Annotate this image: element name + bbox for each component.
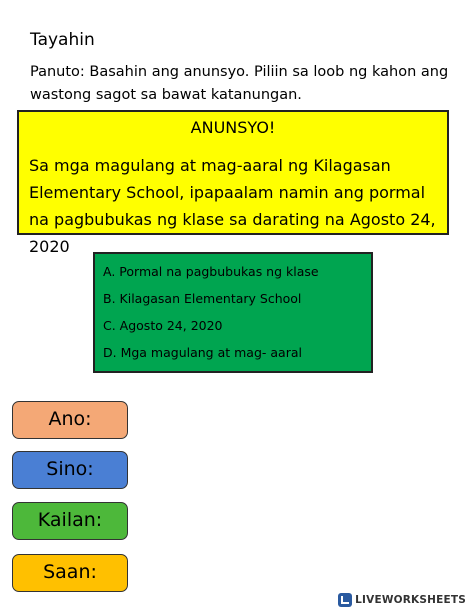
answer-button-ano[interactable]: Ano: [12,401,128,439]
announcement-body: Sa mga magulang at mag-aaral ng Kilagasan Elementary School, ipapaalam namin ang pormal na pagbubukas ng klase sa darating na Agosto 24, 2020 [29,156,436,256]
footer-brand-text: LIVEWORKSHEETS [355,594,466,606]
choice-b: B. Kilagasan Elementary School [103,291,302,306]
liveworksheets-logo-icon [338,593,352,607]
choice-c: C. Agosto 24, 2020 [103,318,223,333]
choices-box [93,252,373,373]
choice-d: D. Mga magulang at mag- aaral [103,345,302,360]
choice-a: A. Pormal na pagbubukas ng klase [103,264,319,279]
answer-button-saan[interactable]: Saan: [12,554,128,592]
answer-button-sino[interactable]: Sino: [12,451,128,489]
page-title: Tayahin [30,30,95,50]
announcement-box [17,110,449,256]
answer-button-kailan[interactable]: Kailan: [12,502,128,540]
instructions-text: Panuto: Basahin ang anunsyo. Piliin sa loob ng kahon ang wastong sagot sa bawat katanungan. [30,64,449,103]
announcement-heading: ANUNSYO! [190,118,276,137]
footer-brand [338,593,466,607]
